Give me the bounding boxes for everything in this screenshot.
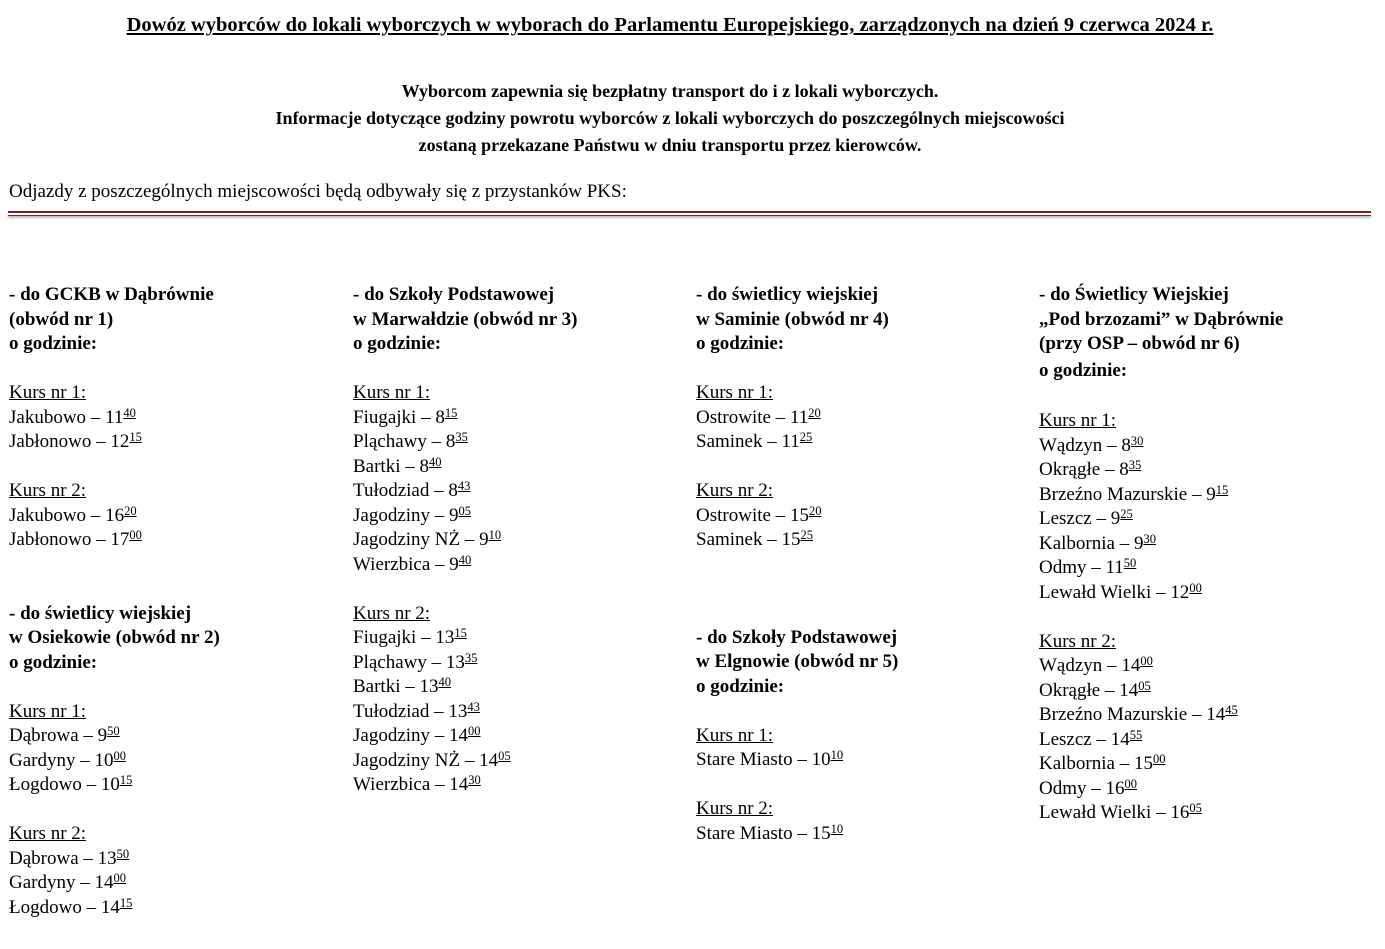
stop-place: Wierzbica – — [353, 553, 450, 575]
stop-minute: 25 — [799, 430, 813, 444]
stop-minute: 05 — [458, 503, 472, 518]
heading-line: o godzinie: — [696, 333, 785, 354]
departures-note: Odjazdy z poszczególnych miejscowości będą odbywały się z przystanków PKS: — [9, 181, 627, 202]
stop-place: Wierzbica – — [353, 774, 450, 795]
stop-row — [9, 504, 220, 529]
course-block — [1039, 409, 1283, 605]
course-block — [9, 700, 220, 798]
stop-hour: 10 — [100, 774, 120, 795]
stop-row — [1039, 679, 1283, 704]
intro-line: Informacje dotyczące godziny powrotu wyborców z lokali wyborczych do poszczególnych miejscowości — [275, 108, 1065, 128]
stop-place: Kalbornia – — [1039, 532, 1134, 554]
stop-place: Saminek – — [696, 529, 782, 550]
stop-place: Leszcz – — [1039, 728, 1111, 750]
stop-minute: 55 — [1129, 727, 1143, 742]
stop-minute: 30 — [468, 773, 481, 787]
stop-hour: 9 — [97, 725, 108, 746]
stop-place: Gardyny – — [9, 749, 95, 771]
stop-place: Wądzyn – — [1039, 655, 1122, 676]
polling-station-heading — [353, 283, 577, 357]
stop-minute: 50 — [107, 724, 120, 738]
stop-minute: 05 — [1189, 801, 1202, 815]
stop-hour: 16 — [105, 504, 125, 526]
stop-hour: 10 — [94, 749, 114, 771]
stop-row — [696, 504, 898, 529]
stop-place: Pląchawy – — [353, 651, 446, 673]
stop-place: Brzeźno Mazurskie – — [1039, 704, 1207, 725]
heading-line: o godzinie: — [353, 333, 442, 354]
stop-minute: 00 — [1189, 580, 1202, 595]
stop-minute: 35 — [1128, 458, 1142, 472]
heading-line: w Saminie (obwód nr 4) — [696, 308, 889, 330]
stop-minute: 43 — [457, 479, 471, 493]
stop-row — [696, 430, 898, 455]
course-block — [696, 381, 898, 455]
stop-row — [1039, 532, 1283, 557]
stop-place: Lewałd Wielki – — [1039, 802, 1171, 823]
stop-place: Bartki – — [353, 455, 420, 477]
stop-hour: 15 — [781, 529, 801, 550]
stop-hour: 8 — [1121, 434, 1131, 456]
stop-minute: 30 — [1130, 433, 1144, 448]
stop-place: Łogdowo – — [9, 774, 101, 795]
stop-place: Okrągłe – — [1039, 459, 1120, 480]
stop-hour: 14 — [100, 896, 120, 918]
course-label: Kurs nr 1: — [696, 382, 774, 403]
polling-station-group — [696, 626, 898, 847]
course-label: Kurs nr 1: — [9, 382, 87, 403]
stop-minute: 00 — [1140, 654, 1153, 668]
course-block — [353, 602, 577, 798]
stop-row — [1039, 703, 1283, 728]
stop-minute: 20 — [808, 405, 821, 420]
course-label: Kurs nr 1: — [1039, 410, 1117, 431]
stop-place: Jagodziny NŻ – — [353, 749, 480, 771]
polling-station-heading — [696, 626, 898, 700]
stop-row — [1039, 581, 1283, 606]
stop-row — [353, 749, 577, 774]
stop-row — [353, 626, 577, 651]
stop-hour: 15 — [789, 504, 809, 526]
stop-row — [9, 896, 220, 921]
heading-line: o godzinie: — [696, 675, 785, 697]
stop-hour: 14 — [94, 872, 114, 893]
stop-place: Jagodziny NŻ – — [353, 529, 480, 550]
stop-minute: 10 — [830, 748, 844, 762]
stop-row — [9, 406, 220, 431]
stop-hour: 12 — [110, 431, 130, 452]
stop-place: Leszcz – — [1039, 508, 1111, 529]
page-title: Dowóz wyborców do lokali wyborczych w wyborach do Parlamentu Europejskiego, zarządzonych na dzień 9 czerwca 2024 r. — [126, 14, 1214, 36]
stop-row — [696, 748, 898, 773]
stop-minute: 00 — [468, 724, 481, 738]
stop-minute: 00 — [129, 528, 142, 542]
stop-minute: 20 — [808, 503, 822, 518]
stop-minute: 15 — [1215, 482, 1229, 497]
stop-row — [9, 528, 220, 553]
course-block — [9, 822, 220, 920]
heading-line: o godzinie: — [9, 333, 98, 354]
stop-hour: 17 — [110, 529, 130, 550]
polling-station-group — [353, 283, 577, 798]
stop-minute: 25 — [1120, 507, 1133, 521]
stop-hour: 12 — [1170, 581, 1190, 603]
stop-place: Bartki – — [353, 676, 420, 697]
stop-place: Tułodziad – — [353, 700, 449, 722]
stop-hour: 11 — [781, 431, 800, 452]
intro-notice — [0, 78, 1340, 159]
stop-place: Odmy – — [1039, 777, 1106, 799]
stop-hour: 14 — [1206, 704, 1226, 725]
stop-place: Saminek – — [696, 431, 782, 452]
stop-row — [1039, 483, 1283, 508]
stop-row — [353, 651, 577, 676]
stop-minute: 25 — [800, 528, 813, 542]
stop-minute: 00 — [113, 871, 126, 885]
stop-place: Fiugajki – — [353, 627, 436, 648]
heading-line: - do świetlicy wiejskiej — [696, 284, 879, 305]
stop-place: Ostrowite – — [696, 406, 790, 428]
stop-row — [1039, 728, 1283, 753]
course-block — [9, 479, 220, 553]
stop-minute: 35 — [455, 430, 468, 444]
stop-place: Brzeźno Mazurskie – — [1039, 483, 1207, 505]
stop-hour: 13 — [448, 700, 468, 722]
heading-line: - do świetlicy wiejskiej — [9, 602, 192, 624]
stop-hour: 14 — [479, 749, 499, 771]
stop-hour: 13 — [419, 676, 439, 697]
stop-place: Jagodziny – — [353, 725, 450, 746]
heading-line: w Elgnowie (obwód nr 5) — [696, 651, 899, 672]
stop-minute: 10 — [830, 821, 844, 836]
stop-minute: 40 — [438, 675, 451, 689]
course-block — [696, 724, 898, 773]
stop-row — [9, 871, 220, 896]
stop-minute: 05 — [498, 748, 511, 763]
stop-row — [353, 430, 577, 455]
stop-hour: 8 — [1119, 459, 1129, 480]
stop-row — [9, 773, 220, 798]
stop-hour: 8 — [445, 431, 456, 452]
stop-row — [9, 847, 220, 872]
heading-line: o godzinie: — [1039, 359, 1128, 381]
stop-place: Jagodziny – — [353, 504, 450, 526]
stop-row — [1039, 777, 1283, 802]
stop-row — [1039, 654, 1283, 679]
schedule-column-4 — [1039, 283, 1283, 826]
stop-hour: 11 — [1105, 557, 1124, 578]
stop-place: Stare Miasto – — [696, 749, 812, 770]
course-label: Kurs nr 2: — [9, 480, 87, 501]
stop-place: Łogdowo – — [9, 896, 101, 918]
stop-hour: 8 — [419, 455, 429, 477]
stop-place: Jabłonowo – — [9, 431, 111, 452]
stop-minute: 50 — [1123, 556, 1137, 570]
stop-place: Ostrowite – — [696, 504, 790, 526]
stop-place: Jakubowo – — [9, 504, 106, 526]
stop-hour: 11 — [105, 406, 124, 428]
stop-hour: 15 — [811, 822, 831, 844]
stop-minute: 15 — [119, 773, 133, 787]
stop-place: Pląchawy – — [353, 431, 446, 452]
course-block — [9, 381, 220, 455]
schedule-column-1 — [9, 283, 220, 920]
stop-place: Tułodziad – — [353, 480, 449, 501]
stop-row — [1039, 556, 1283, 581]
course-block — [1039, 630, 1283, 826]
heading-line: w Osiekowie (obwód nr 2) — [9, 627, 220, 648]
stop-hour: 16 — [1170, 802, 1190, 823]
heading-line: - do Szkoły Podstawowej — [696, 626, 898, 648]
stop-minute: 15 — [119, 895, 133, 910]
stop-hour: 9 — [1110, 508, 1121, 529]
stop-row — [353, 675, 577, 700]
stop-hour: 9 — [449, 553, 459, 575]
stop-minute: 43 — [467, 699, 480, 714]
stop-place: Fiugajki – — [353, 406, 436, 428]
stop-minute: 00 — [113, 748, 126, 763]
stop-row — [353, 504, 577, 529]
stop-row — [1039, 801, 1283, 826]
stop-row — [9, 749, 220, 774]
stop-place: Jabłonowo – — [9, 529, 111, 550]
course-label: Kurs nr 1: — [9, 700, 87, 722]
stop-hour: 13 — [445, 651, 465, 673]
stop-hour: 14 — [1121, 655, 1141, 676]
stop-row — [696, 822, 898, 847]
heading-line: „Pod brzozami” w Dąbrównie — [1039, 308, 1284, 330]
stop-hour: 16 — [1105, 777, 1125, 799]
stop-hour: 9 — [479, 529, 489, 550]
stop-row — [353, 528, 577, 553]
stop-minute: 30 — [1143, 531, 1156, 546]
course-block — [353, 381, 577, 577]
stop-hour: 9 — [449, 504, 459, 526]
stop-hour: 10 — [811, 749, 831, 770]
stop-minute: 15 — [454, 626, 467, 640]
stop-place: Stare Miasto – — [696, 822, 812, 844]
stop-minute: 50 — [116, 846, 130, 861]
stop-row — [696, 406, 898, 431]
stop-minute: 40 — [123, 405, 136, 420]
stop-hour: 9 — [1133, 532, 1144, 554]
stop-minute: 00 — [1124, 776, 1137, 791]
stop-minute: 05 — [1138, 678, 1151, 693]
stop-place: Okrągłe – — [1039, 679, 1120, 701]
stop-place: Dąbrowa – — [9, 847, 98, 869]
stop-hour: 15 — [1133, 753, 1153, 774]
stop-place: Odmy – — [1039, 557, 1106, 578]
course-label: Kurs nr 2: — [696, 480, 774, 501]
stop-row — [9, 430, 220, 455]
stop-place: Lewałd Wielki – — [1039, 581, 1171, 603]
heading-line: (obwód nr 1) — [9, 308, 114, 330]
stop-minute: 40 — [429, 454, 442, 469]
stop-minute: 20 — [124, 503, 137, 518]
intro-line: Wyborcom zapewnia się bezpłatny transport do i z lokali wyborczych. — [401, 81, 939, 101]
stop-row — [353, 773, 577, 798]
polling-station-heading — [1039, 283, 1283, 385]
stop-place: Kalbornia – — [1039, 753, 1134, 774]
course-block — [696, 479, 898, 553]
schedule-column-2 — [353, 283, 577, 798]
course-label: Kurs nr 2: — [1039, 630, 1117, 652]
stop-minute: 10 — [488, 528, 502, 542]
polling-station-group — [1039, 283, 1283, 826]
stop-row — [1039, 752, 1283, 777]
intro-line: zostaną przekazane Państwu w dniu transportu przez kierowców. — [418, 135, 922, 155]
heading-line: - do Szkoły Podstawowej — [353, 284, 555, 305]
stop-row — [353, 406, 577, 431]
course-label: Kurs nr 2: — [353, 602, 431, 624]
course-label: Kurs nr 2: — [9, 823, 87, 844]
stop-hour: 14 — [449, 725, 469, 746]
stop-place: Jakubowo – — [9, 406, 106, 428]
stop-hour: 9 — [1206, 483, 1216, 505]
stop-row — [1039, 458, 1283, 483]
stop-place: Dąbrowa – — [9, 725, 98, 746]
course-label: Kurs nr 1: — [353, 382, 431, 403]
polling-station-group — [696, 283, 898, 553]
course-label: Kurs nr 2: — [696, 798, 774, 819]
stop-row — [353, 479, 577, 504]
stop-minute: 00 — [1152, 752, 1166, 766]
stop-row — [353, 455, 577, 480]
stop-hour: 8 — [435, 406, 445, 428]
stop-hour: 13 — [435, 627, 455, 648]
heading-line: - do Świetlicy Wiejskiej — [1039, 284, 1229, 305]
stop-place: Wądzyn – — [1039, 434, 1122, 456]
schedule-column-3 — [696, 283, 898, 846]
polling-station-heading — [696, 283, 898, 357]
stop-hour: 11 — [789, 406, 809, 428]
divider-rule — [8, 211, 1371, 216]
polling-station-heading — [9, 283, 220, 357]
stop-hour: 8 — [448, 480, 458, 501]
stop-minute: 45 — [1225, 703, 1238, 717]
polling-station-heading — [9, 602, 220, 676]
stop-hour: 14 — [1110, 728, 1130, 750]
stop-place: Gardyny – — [9, 872, 95, 893]
stop-minute: 15 — [444, 405, 458, 420]
stop-row — [9, 724, 220, 749]
heading-line: (przy OSP – obwód nr 6) — [1039, 333, 1240, 354]
stop-row — [1039, 434, 1283, 459]
heading-line: - do GCKB w Dąbrównie — [9, 284, 214, 305]
polling-station-group — [9, 283, 220, 553]
polling-station-group — [9, 602, 220, 921]
heading-line: o godzinie: — [9, 651, 98, 673]
stop-row — [353, 553, 577, 578]
stop-row — [696, 528, 898, 553]
stop-row — [353, 724, 577, 749]
stop-hour: 14 — [449, 774, 469, 795]
stop-hour: 14 — [1119, 679, 1139, 701]
stop-minute: 15 — [129, 430, 142, 444]
course-label: Kurs nr 1: — [696, 724, 774, 746]
stop-hour: 13 — [97, 847, 117, 869]
stop-row — [353, 700, 577, 725]
heading-line: w Marwałdzie (obwód nr 3) — [353, 308, 578, 330]
course-block — [696, 797, 898, 846]
stop-minute: 40 — [458, 552, 472, 567]
stop-row — [1039, 507, 1283, 532]
stop-minute: 35 — [464, 650, 478, 665]
